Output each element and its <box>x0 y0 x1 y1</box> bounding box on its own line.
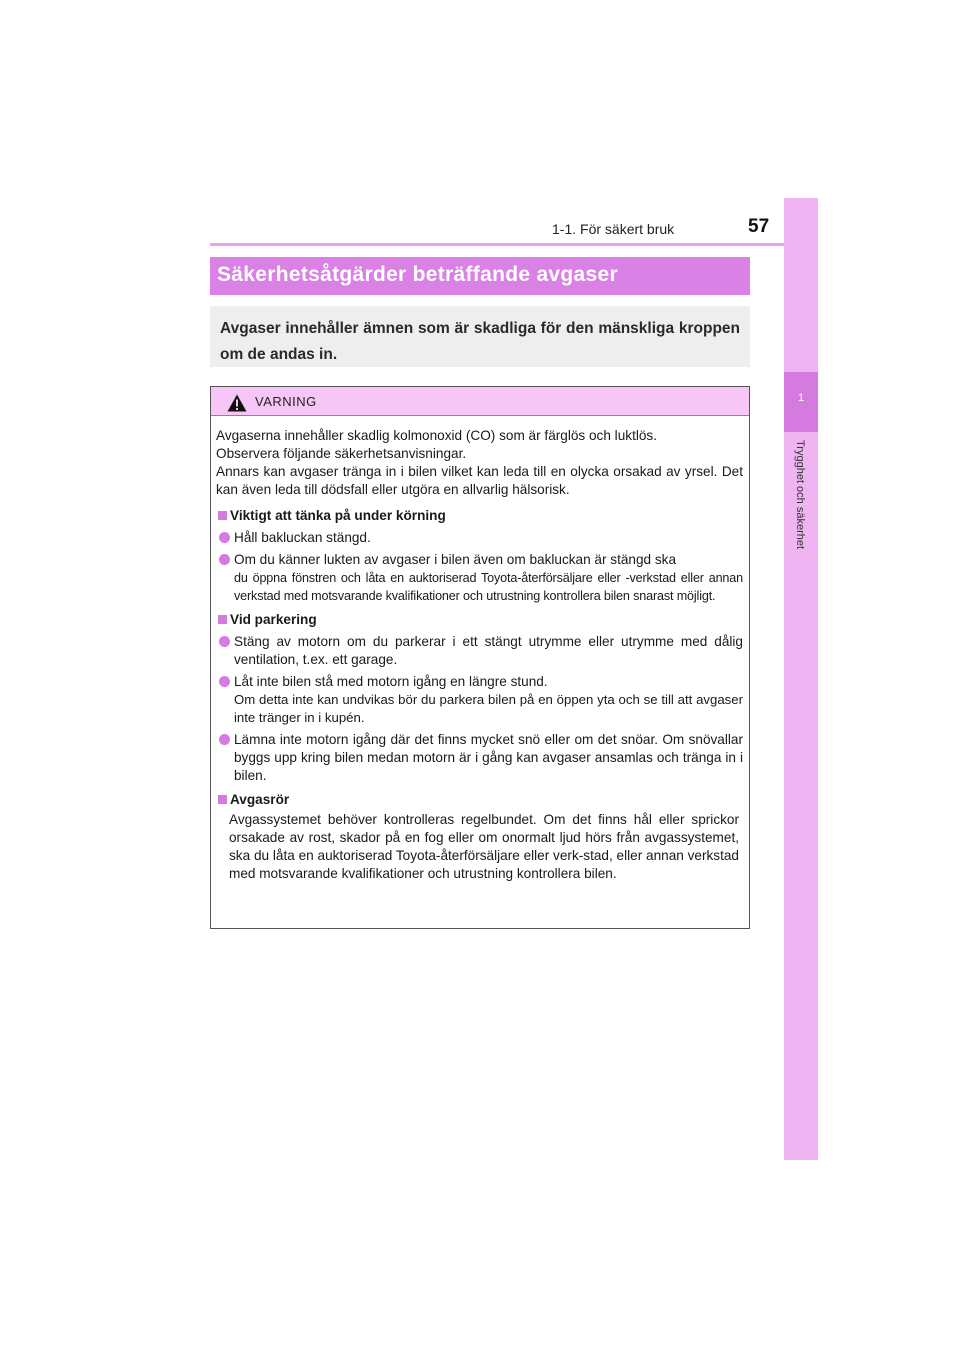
page-number: 57 <box>748 216 770 237</box>
square-bullet-icon <box>218 615 227 624</box>
section-heading <box>216 611 743 629</box>
list-item <box>217 529 743 547</box>
list-item-text: Låt inte bilen stå med motorn igång en längre stund. <box>234 674 548 689</box>
circle-bullet-icon <box>219 636 230 647</box>
section-heading <box>216 507 743 525</box>
section-heading <box>216 791 743 809</box>
list-item <box>217 551 743 605</box>
page-title: Säkerhetsåtgärder beträffande avgaser <box>217 263 618 286</box>
chapter-number: 1 <box>797 392 805 404</box>
list-item-text: Om du känner lukten av avgaser i bilen även om bakluckan är stängd ska <box>234 552 677 567</box>
square-bullet-icon <box>218 511 227 520</box>
intro-box <box>210 306 750 367</box>
section-heading-text: Viktigt att tänka på under körning <box>230 508 446 523</box>
chapter-title-wrap <box>784 440 818 590</box>
section-heading-text: Vid parkering <box>230 612 317 627</box>
header-rule <box>210 243 818 246</box>
warning-triangle-icon <box>227 394 247 412</box>
list-item <box>217 633 743 669</box>
list-item-text: Om detta inte kan undvikas bör du parkera bilen på en öppen yta och se till att avgaser inte tränger in i kupén. <box>234 692 743 725</box>
list-item <box>217 673 743 727</box>
title-banner <box>210 257 750 295</box>
list-item-text: Stäng av motorn om du parkerar i ett stängt utrymme eller utrymme med dålig ventilation, t.ex. ett garage. <box>234 634 743 667</box>
list-item <box>217 731 743 785</box>
chapter-title: Trygghet och säkerhet <box>794 440 806 550</box>
warning-box <box>210 386 750 929</box>
warning-header <box>211 387 749 416</box>
square-bullet-icon <box>218 795 227 804</box>
side-tab <box>784 198 818 1160</box>
circle-bullet-icon <box>219 532 230 543</box>
warning-label: VARNING <box>255 394 317 409</box>
circle-bullet-icon <box>219 676 230 687</box>
intro-text: Avgaser innehåller ämnen som är skadliga för den mänskliga kroppen om de andas in. <box>220 320 740 363</box>
circle-bullet-icon <box>219 554 230 565</box>
warning-intro-2: Observera följande säkerhetsanvisningar. <box>216 446 467 461</box>
section-label: 1-1. För säkert bruk <box>552 221 675 237</box>
section-heading-text: Avgasrör <box>230 792 290 807</box>
warning-intro-3: Annars kan avgaser tränga in i bilen vilket kan leda till en olycka orsakad av yrsel. Det kan även leda till dödsfall eller utgöra en allvarlig hälsorisk. <box>216 464 743 497</box>
list-item-text: Lämna inte motorn igång där det finns mycket snö eller om det snöar. Om snövallar byggs upp kring bilen medan motorn är i gång kan avgaser ansamlas och tränga in i bilen. <box>234 732 743 783</box>
warning-intro-1: Avgaserna innehåller skadlig kolmonoxid (CO) som är färglös och luktlös. <box>216 428 657 443</box>
warning-body <box>211 416 749 883</box>
list-item-text: Håll bakluckan stängd. <box>234 530 371 545</box>
section-paragraph: Avgassystemet behöver kontrolleras regelbundet. Om det finns hål eller sprickor orsakade av rost, skador på en fog eller om onormalt ljud hörs från avgassystemet, ska du låta en auktoriserad Toyota-återförsäljare eller verk-stad, eller annan verkstad med motsvarande kvalifikationer och utrustning kontrollera bilen. <box>229 812 739 881</box>
circle-bullet-icon <box>219 734 230 745</box>
list-item-text: du öppna fönstren och låta en auktoriserad Toyota-återförsäljare eller -verkstad eller annan verkstad med motsvarande kvalifikationer och utrustning kontrollera bilen snarast möjligt. <box>234 571 743 603</box>
